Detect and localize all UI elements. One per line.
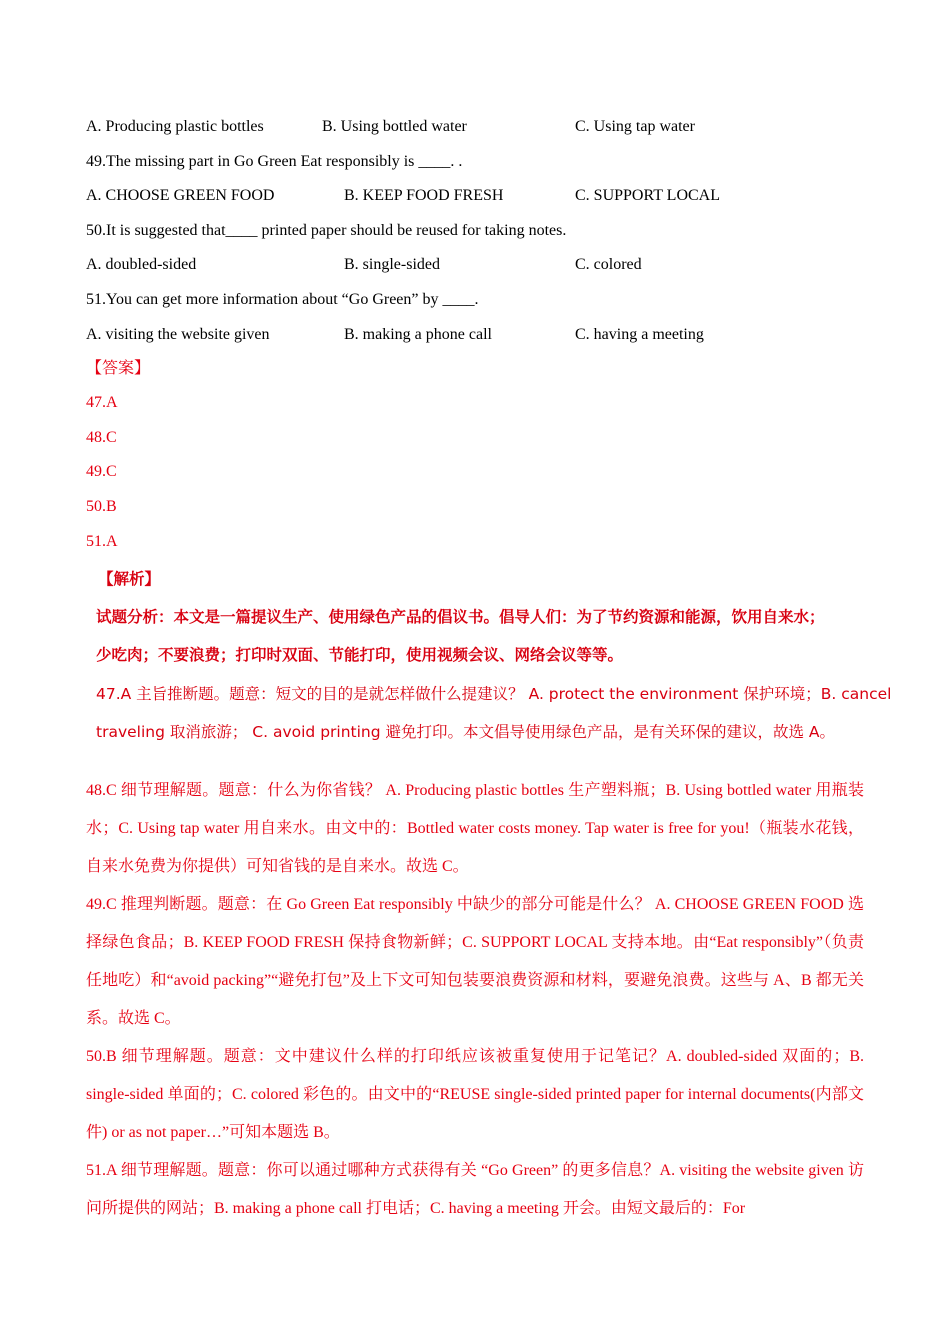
answer-51: 51.A: [86, 533, 118, 550]
analysis-line-3: 47.A 主旨推断题。题意：短文的目的是就怎样做什么提建议？ A. protect the environment 保护环境；B. cancel: [96, 685, 892, 703]
explanation-49: 49.C 推理判断题。题意：在 Go Green Eat responsibly 中缺少的部分可能是什么？ A. CHOOSE GREEN FOOD 选择绿色食品；B. KEEP FOOD FRESH 保持食物新鲜；C. SUPPORT LOCAL 支持本地。由“Eat responsibly”（负责任地吃）和“avoid packing”“避免打包”及上下文可知包装要浪费资源和材料，要避免浪费。这些与 A、B 都无关系。故选 C。: [86, 896, 864, 1027]
answer-header: 【答案】: [86, 360, 151, 377]
q49-stem: 49.The missing part in Go Green Eat responsibly is ____. .: [86, 153, 463, 170]
explanation-50: 50.B 细节理解题。题意：文中建议什么样的打印纸应该被重复使用于记笔记？A. doubled-sided 双面的；B. single-sided 单面的；C. colored 彩色的。由文中的“REUSE single-sided printed paper for internal documents(内部文件) or as not paper…”可知本题选 B。: [86, 1048, 864, 1141]
analysis-line-2: 少吃肉；不要浪费；打印时双面、节能打印，使用视频会议、网络会议等等。: [96, 646, 624, 664]
q49-option-a: A. CHOOSE GREEN FOOD: [86, 187, 275, 204]
analysis-line-4: traveling 取消旅游； C. avoid printing 避免打印。本文倡导使用绿色产品，是有关环保的建议，故选 A。: [96, 723, 836, 741]
q50-stem: 50.It is suggested that____ printed paper should be reused for taking notes.: [86, 222, 567, 239]
answer-49: 49.C: [86, 463, 117, 480]
q50-option-a: A. doubled-sided: [86, 256, 197, 273]
q48-option-c: C. Using tap water: [575, 118, 695, 135]
answer-48: 48.C: [86, 429, 117, 446]
explanation-48: 48.C 细节理解题。题意：什么为你省钱？ A. Producing plastic bottles 生产塑料瓶；B. Using bottled water 用瓶装水；C. Using tap water 用自来水。由文中的：Bottled water costs money. Tap water is free for you!（瓶装水花钱，自来水免费为你提供）可知省钱的是自来水。故选 C。: [86, 782, 864, 875]
q51-option-c: C. having a meeting: [575, 326, 704, 343]
q48-option-b: B. Using bottled water: [322, 118, 467, 135]
explanation-51: 51.A 细节理解题。题意：你可以通过哪种方式获得有关 “Go Green” 的更多信息？A. visiting the website given 访问所提供的网站；B. making a phone call 打电话；C. having a meeting 开会。由短文最后的：For: [86, 1162, 864, 1217]
explanations: [86, 772, 864, 1228]
analysis-header: 【解析】: [98, 570, 161, 588]
q50-option-c: C. colored: [575, 256, 642, 273]
q49-option-c: C. SUPPORT LOCAL: [575, 187, 720, 204]
q51-stem: 51.You can get more information about “Go Green” by ____.: [86, 291, 479, 308]
answer-47: 47.A: [86, 394, 118, 411]
answer-50: 50.B: [86, 498, 117, 515]
analysis-line-1: 试题分析：本文是一篇提议生产、使用绿色产品的倡议书。倡导人们：为了节约资源和能源，饮用自来水；: [96, 608, 825, 626]
q48-option-a: A. Producing plastic bottles: [86, 118, 264, 135]
q49-option-b: B. KEEP FOOD FRESH: [344, 187, 504, 204]
q50-option-b: B. single-sided: [344, 256, 440, 273]
q51-option-a: A. visiting the website given: [86, 326, 270, 343]
q51-option-b: B. making a phone call: [344, 326, 492, 343]
